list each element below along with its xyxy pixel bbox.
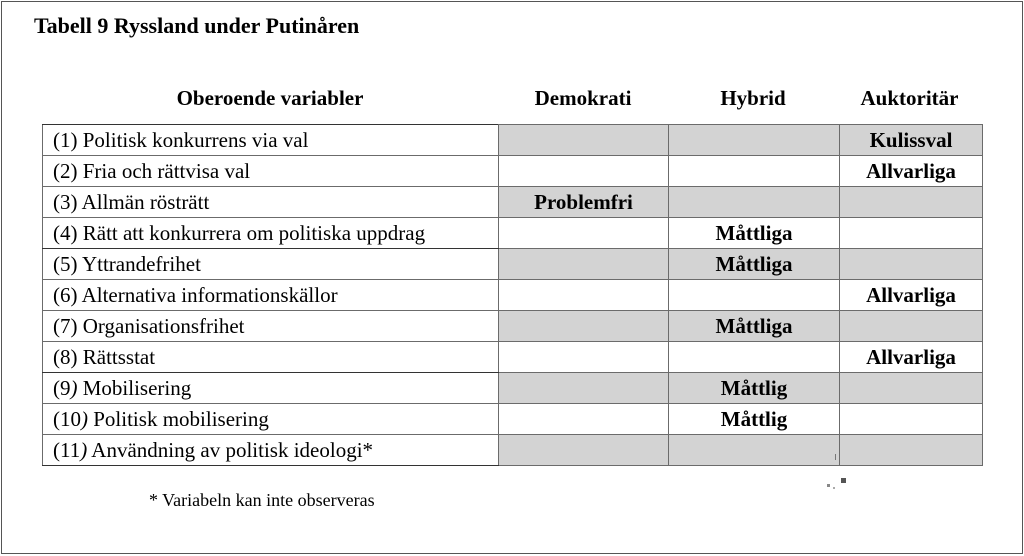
table-row bbox=[43, 218, 983, 249]
row-label: (2) Fria och rättvisa val bbox=[43, 156, 499, 187]
table-row bbox=[43, 156, 983, 187]
classification-table bbox=[42, 124, 983, 466]
cell-authoritarian bbox=[840, 404, 983, 435]
row-number: (11 bbox=[53, 437, 81, 462]
row-label: (1) Politisk konkurrens via val bbox=[43, 125, 499, 156]
table-row bbox=[43, 125, 983, 156]
cell-hybrid bbox=[669, 187, 840, 218]
row-label-text: Politisk mobilisering bbox=[88, 406, 269, 431]
table-row bbox=[43, 187, 983, 218]
cell-hybrid: Måttliga bbox=[669, 218, 840, 249]
cell-democracy bbox=[499, 280, 669, 311]
cell-hybrid: Måttlig bbox=[669, 404, 840, 435]
document-page bbox=[1, 1, 1023, 554]
header-authoritarian: Auktoritär bbox=[860, 86, 959, 110]
cell-hybrid bbox=[669, 435, 840, 466]
cell-authoritarian bbox=[840, 373, 983, 404]
table-row bbox=[43, 404, 983, 435]
row-label-text: Mobilisering bbox=[77, 375, 192, 400]
row-number-paren: ) bbox=[80, 437, 88, 462]
row-label: (3) Allmän rösträtt bbox=[43, 187, 499, 218]
cell-authoritarian bbox=[840, 187, 983, 218]
row-label bbox=[43, 435, 499, 466]
row-number-paren: ) bbox=[70, 375, 78, 400]
cell-democracy bbox=[499, 342, 669, 373]
cell-hybrid bbox=[669, 342, 840, 373]
row-label: (5) Yttrandefrihet bbox=[43, 249, 499, 280]
table-title: Tabell 9 Ryssland under Putinåren bbox=[34, 13, 360, 38]
table-row bbox=[43, 249, 983, 280]
cell-authoritarian: Allvarliga bbox=[840, 280, 983, 311]
cell-hybrid: Måttliga bbox=[669, 249, 840, 280]
cell-democracy bbox=[499, 373, 669, 404]
cell-democracy bbox=[499, 156, 669, 187]
row-label: (4) Rätt att konkurrera om politiska uppdrag bbox=[43, 218, 499, 249]
row-label-text: Användning av politisk ideologi* bbox=[87, 437, 374, 462]
header-variables: Oberoende variabler bbox=[176, 86, 364, 110]
table-row bbox=[43, 342, 983, 373]
row-number: (10 bbox=[53, 406, 81, 431]
header-hybrid: Hybrid bbox=[720, 86, 786, 110]
cell-democracy bbox=[499, 249, 669, 280]
cell-hybrid: Måttlig bbox=[669, 373, 840, 404]
cell-democracy bbox=[499, 404, 669, 435]
cell-democracy bbox=[499, 311, 669, 342]
footnote: * Variabeln kan inte observeras bbox=[149, 490, 375, 510]
cell-hybrid: Måttliga bbox=[669, 311, 840, 342]
cell-hybrid bbox=[669, 156, 840, 187]
cell-authoritarian bbox=[840, 311, 983, 342]
table-row bbox=[43, 373, 983, 404]
cell-democracy bbox=[499, 218, 669, 249]
row-number-paren: ) bbox=[81, 406, 88, 431]
row-label: (8) Rättsstat bbox=[43, 342, 499, 373]
scan-artifact-mark bbox=[827, 454, 847, 494]
row-label bbox=[43, 404, 499, 435]
row-label: (6) Alternativa informationskällor bbox=[43, 280, 499, 311]
row-label: (7) Organisationsfrihet bbox=[43, 311, 499, 342]
cell-democracy: Problemfri bbox=[499, 187, 669, 218]
cell-democracy bbox=[499, 125, 669, 156]
cell-democracy bbox=[499, 435, 669, 466]
row-label bbox=[43, 373, 499, 404]
cell-hybrid bbox=[669, 280, 840, 311]
cell-hybrid bbox=[669, 125, 840, 156]
cell-authoritarian bbox=[840, 218, 983, 249]
cell-authoritarian: Allvarliga bbox=[840, 156, 983, 187]
table-row bbox=[43, 280, 983, 311]
table-row bbox=[43, 311, 983, 342]
cell-authoritarian: Allvarliga bbox=[840, 342, 983, 373]
row-number: (9 bbox=[53, 375, 71, 400]
cell-authoritarian bbox=[840, 435, 983, 466]
header-democracy: Demokrati bbox=[534, 86, 632, 110]
cell-authoritarian: Kulissval bbox=[840, 125, 983, 156]
cell-authoritarian bbox=[840, 249, 983, 280]
